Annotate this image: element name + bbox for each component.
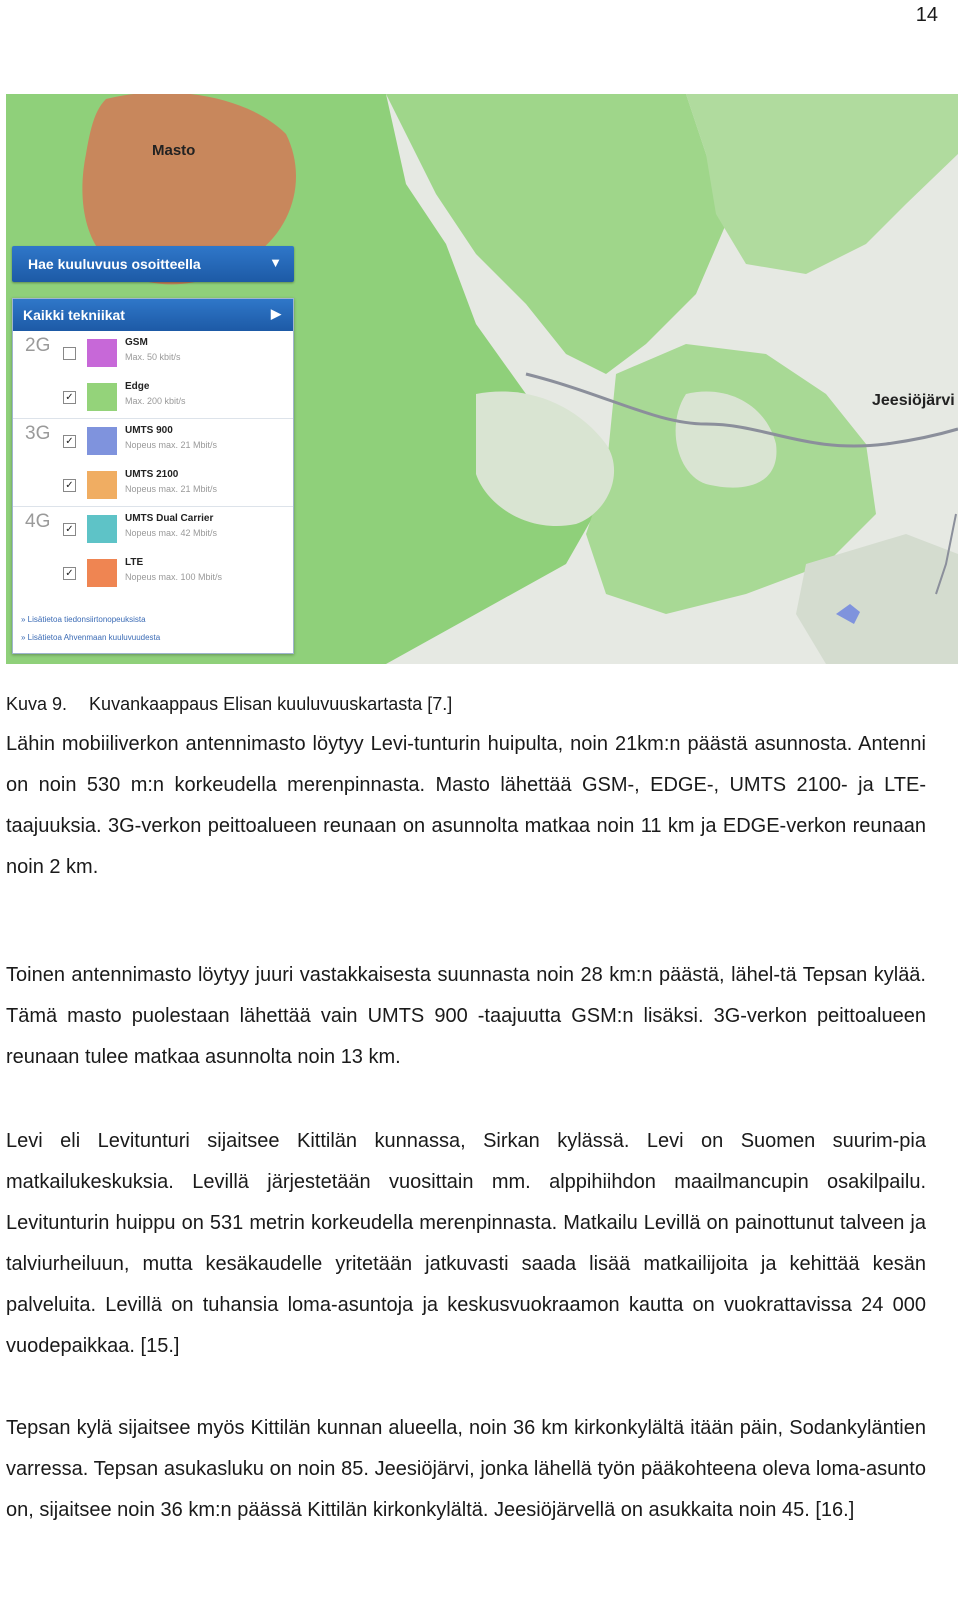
technology-color-swatch — [87, 515, 117, 543]
generation-label: 4G — [25, 511, 51, 532]
technology-name: UMTS 2100 — [125, 469, 179, 480]
paragraph: Lähin mobiiliverkon antennimasto löytyy Levi-tunturin huipulta, noin 21km:n päästä asunnosta. Antenni on noin 530 m:n korkeudella merenpinnasta. Masto lähettää GSM-, EDGE-, UMTS 2100- ja LTE-taajuuksia. 3G-verkon peittoalueen reunaan on asunnolta matkaa noin 11 km ja EDGE-verkon reunaan noin 2 km. — [6, 733, 926, 878]
technology-row[interactable] — [13, 463, 293, 507]
generation-label: 3G — [25, 423, 51, 444]
caption-text: Kuvankaappaus Elisan kuuluvuuskartasta [7.] — [89, 694, 453, 714]
technology-checkbox[interactable]: ✓ — [63, 435, 76, 448]
panel-link[interactable]: » Lisätietoa Ahvenmaan kuuluvuudesta — [21, 633, 161, 642]
chevron-right-icon: ▶ — [271, 306, 281, 321]
generation-label: 2G — [25, 335, 51, 356]
paragraph: Levi eli Levitunturi sijaitsee Kittilän kunnassa, Sirkan kylässä. Levi on Suomen suurim-pia matkailukeskuksia. Levillä järjestetään vuosittain mm. alppihiihdon maailmancupin osakilpailu. Levitunturin huippu on 531 metrin korkeudella merenpinnasta. Matkailu Levillä on painottunut talveen ja talviurheiluun, mutta kesäkaudelle yritetään jatkuvasti saada lisää matkailijoita ja kehittää kesän palveluita. Levillä on tuhansia loma-asuntoja ja keskusvuokraamon kautta on vuokrattavissa 24 000 vuodepaikkaa. [15.] — [6, 1130, 926, 1357]
technology-checkbox[interactable]: ✓ — [63, 523, 76, 536]
technology-checkbox[interactable]: ✓ — [63, 479, 76, 492]
chevron-down-icon: ▼ — [269, 255, 282, 270]
caption-number: Kuva 9. — [6, 694, 68, 714]
technology-name: UMTS Dual Carrier — [125, 513, 214, 524]
technology-color-swatch — [87, 471, 117, 499]
page-number: 14 — [915, 4, 938, 26]
technology-row[interactable] — [13, 375, 293, 419]
coverage-map[interactable] — [6, 94, 958, 664]
technology-speed: Max. 200 kbit/s — [125, 396, 186, 406]
technology-color-swatch — [87, 427, 117, 455]
panel-title: Kaikki tekniikat — [23, 307, 125, 323]
technology-color-swatch — [87, 339, 117, 367]
technology-color-swatch — [87, 559, 117, 587]
technology-speed: Nopeus max. 100 Mbit/s — [125, 572, 223, 582]
panel-link[interactable]: » Lisätietoa tiedonsiirtonopeuksista — [21, 615, 146, 624]
technology-row[interactable] — [13, 419, 293, 463]
technology-name: GSM — [125, 337, 148, 348]
technology-speed: Max. 50 kbit/s — [125, 352, 181, 362]
technology-name: UMTS 900 — [125, 425, 173, 436]
technology-checkbox[interactable]: ✓ — [63, 391, 76, 404]
map-label-mast: Masto — [152, 142, 196, 159]
technology-speed: Nopeus max. 42 Mbit/s — [125, 528, 218, 538]
technology-name: LTE — [125, 557, 144, 568]
technology-row[interactable] — [13, 551, 293, 595]
technology-name: Edge — [125, 381, 150, 392]
technology-speed: Nopeus max. 21 Mbit/s — [125, 440, 218, 450]
search-label: Hae kuuluvuus osoitteella — [28, 256, 201, 272]
technology-color-swatch — [87, 383, 117, 411]
technology-row[interactable] — [13, 507, 293, 551]
paragraph: Toinen antennimasto löytyy juuri vastakkaisesta suunnasta noin 28 km:n päästä, lähel-tä Tepsan kylää. Tämä masto puolestaan lähettää vain UMTS 900 -taajuutta GSM:n lisäksi. 3G-verkon peittoalueen reunaan tulee matkaa asunnolta noin 13 km. — [6, 964, 926, 1068]
technology-checkbox[interactable]: ✓ — [63, 567, 76, 580]
figure-caption — [6, 694, 452, 715]
technology-speed: Nopeus max. 21 Mbit/s — [125, 484, 218, 494]
coverage-search-button[interactable] — [12, 246, 294, 282]
paragraph: Tepsan kylä sijaitsee myös Kittilän kunnan alueella, noin 36 km kirkonkylältä itään päin, Sodankyläntien varressa. Tepsan asukasluku on noin 85. Jeesiöjärvi, jonka lähellä työn pääkohteena oleva loma-asunto on, sijaitsee noin 36 km:n päässä Kittilän kirkonkylältä. Jeesiöjärvellä on asukkaita noin 45. [16.] — [6, 1417, 926, 1521]
technology-panel — [12, 298, 294, 654]
technology-row[interactable] — [13, 331, 293, 375]
technology-panel-header[interactable] — [13, 299, 293, 331]
map-label-village: Jeesiöjärvi — [872, 392, 955, 409]
technology-checkbox[interactable] — [63, 347, 76, 360]
